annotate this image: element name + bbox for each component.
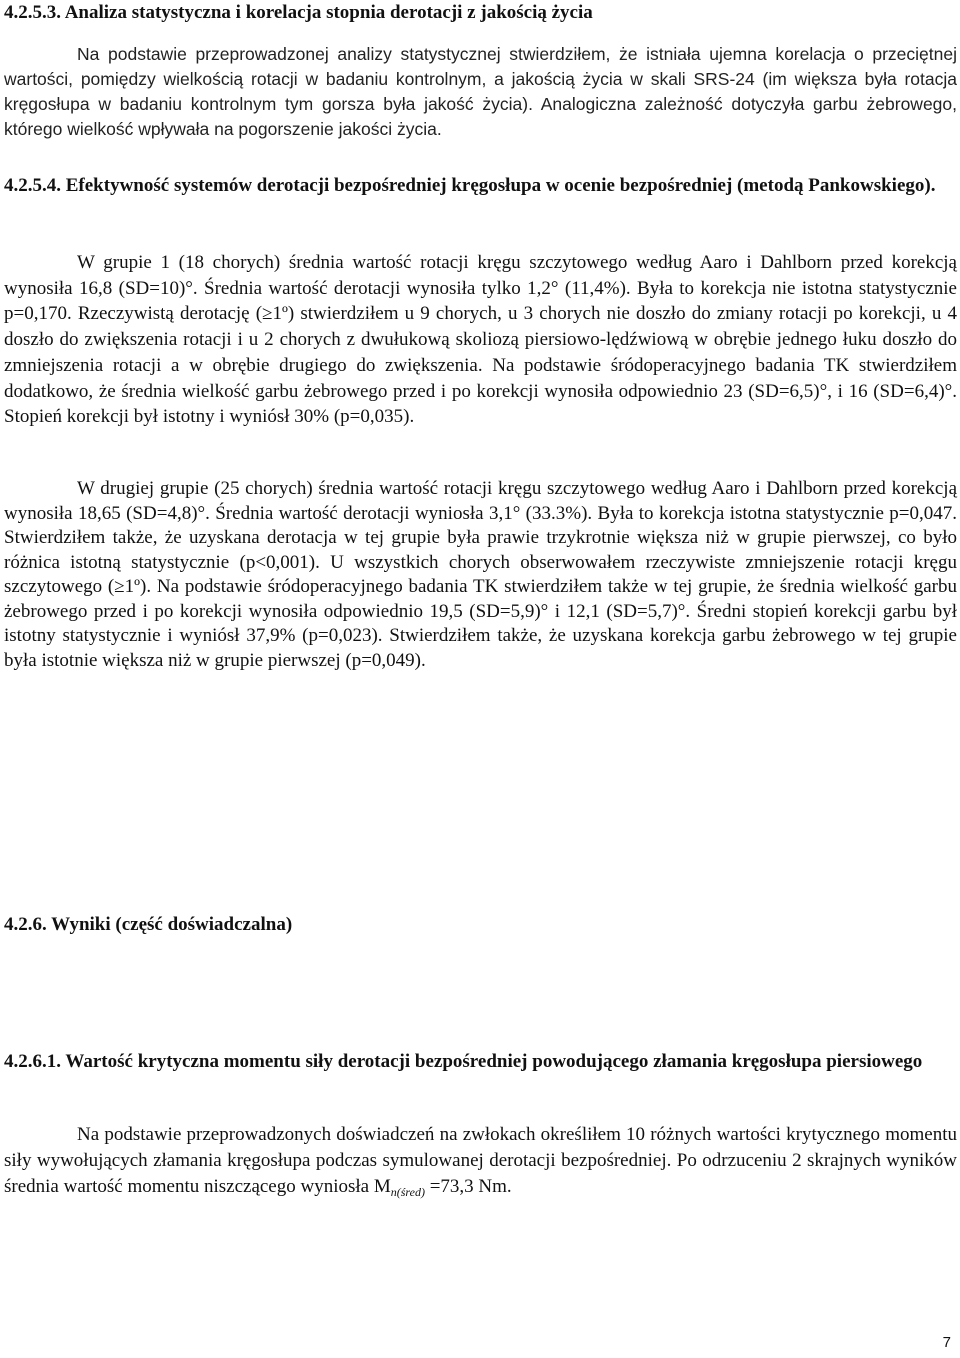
moment-value: =73,3 Nm. <box>424 1176 512 1197</box>
section-heading-4-2-6-1: 4.2.6.1. Wartość krytyczna momentu siły derotacji bezpośredniej powodującego złamania kręgosłupa piersiowego <box>4 1051 923 1072</box>
paragraph-correlation-text: Na podstawie przeprowadzonej analizy statystycznej stwierdziłem, że istniała ujemna korelacja o przeciętnej wartości, pomiędzy wielkością rotacji w badaniu kontrolnym, a jakością życia w skali SRS-24 (im większa była rotacja kręgosłupa w badaniu kontrolnym tym gorsza była jakość życia). Analogiczna zależność dotyczyła garbu żebrowego, którego wielkość wpływała na pogorszenie jakości życia. <box>4 44 957 139</box>
section-heading-4-2-6: 4.2.6. Wyniki (część doświadczalna) <box>4 914 293 935</box>
section-heading-4-2-5-3: 4.2.5.3. Analiza statystyczna i korelacja stopnia derotacji z jakością życia <box>4 2 593 23</box>
paragraph-group-1-text: W grupie 1 (18 chorych) średnia wartość rotacji kręgu szczytowego według Aaro i Dahlborn przed korekcją wynosiła 16,8 (SD=10)°. Średnia wartość derotacji wynosiła tylko 1,2° (11,4%). Była to korekcja nie istotna statystycznie p=0,170. Rzeczywistą derotację (≥1º) stwierdziłem u 9 chorych, u 3 chorych nie doszło do zmiany rotacji po korekcji, u 4 doszło do zwiększenia rotacji i u 2 chorych z dwułukową skoliozą piersiowo-lędźwiową w obrębie jednego łuku doszło do zmniejszenia rotacji a w obrębie drugiego do zwiększenia. Na podstawie śródoperacyjnego badania TK stwierdziłem dodatkowo, że średnia wielkość garbu żebrowego przed i po korekcji wynosiła odpowiednio 23 (SD=6,5)°, i 16 (SD=6,4)°. Stopień korekcji był istotny i wyniósł 30% (p=0,035). <box>4 252 957 428</box>
paragraph-group-2-results <box>4 477 957 673</box>
paragraph-correlation-quality-of-life <box>4 42 957 142</box>
paragraph-group-1-results <box>4 250 957 430</box>
paragraph-critical-moment-text: Na podstawie przeprowadzonych doświadczeń na zwłokach określiłem 10 różnych wartości krytycznego momentu siły wywołujących złamania kręgosłupa podczas symulowanej derotacji bezpośredniej. Po odrzuceniu 2 skrajnych wyników średnia wartość momentu niszczącego wyniosła M <box>4 1124 957 1197</box>
page-number: 7 <box>942 1334 951 1351</box>
paragraph-group-2-text: W drugiej grupie (25 chorych) średnia wartość rotacji kręgu szczytowego według Aaro i Dahlborn przed korekcją wynosiła 18,65 (SD=4,8)°. Średnia wartość derotacji wyniosła 3,1° (33.3%). Była to korekcja istotna statystycznie p=0,047. Stwierdziłem także, że uzyskana derotacja w tej grupie była prawie trzykrotnie większa niż w grupie pierwszej, co było różnica istotną statystycznie (p<0,001). U wszystkich chorych obserwowałem rzeczywiste zmniejszenie rotacji kręgu szczytowego (≥1º). Na podstawie śródoperacyjnego badania TK stwierdziłem także w tej grupie, że średnia wielkość garbu żebrowego przed i po korekcji wynosiła odpowiednio 19,5 (SD=5,9)° i 12,1 (SD=5,7)°. Średni stopień korekcji garbu był istotny statystycznie i wyniósł 37,9% (p=0,023). Stwierdziłem także, że uzyskana korekcja garbu żebrowego w tej grupie była istotnie większa niż w grupie pierwszej (p=0,049). <box>4 478 957 671</box>
section-heading-4-2-5-4: 4.2.5.4. Efektywność systemów derotacji bezpośredniej kręgosłupa w ocenie bezpośredniej (metodą Pankowskiego). <box>4 175 936 196</box>
paragraph-critical-moment <box>4 1122 957 1205</box>
moment-subscript: n(śred) <box>390 1185 425 1199</box>
